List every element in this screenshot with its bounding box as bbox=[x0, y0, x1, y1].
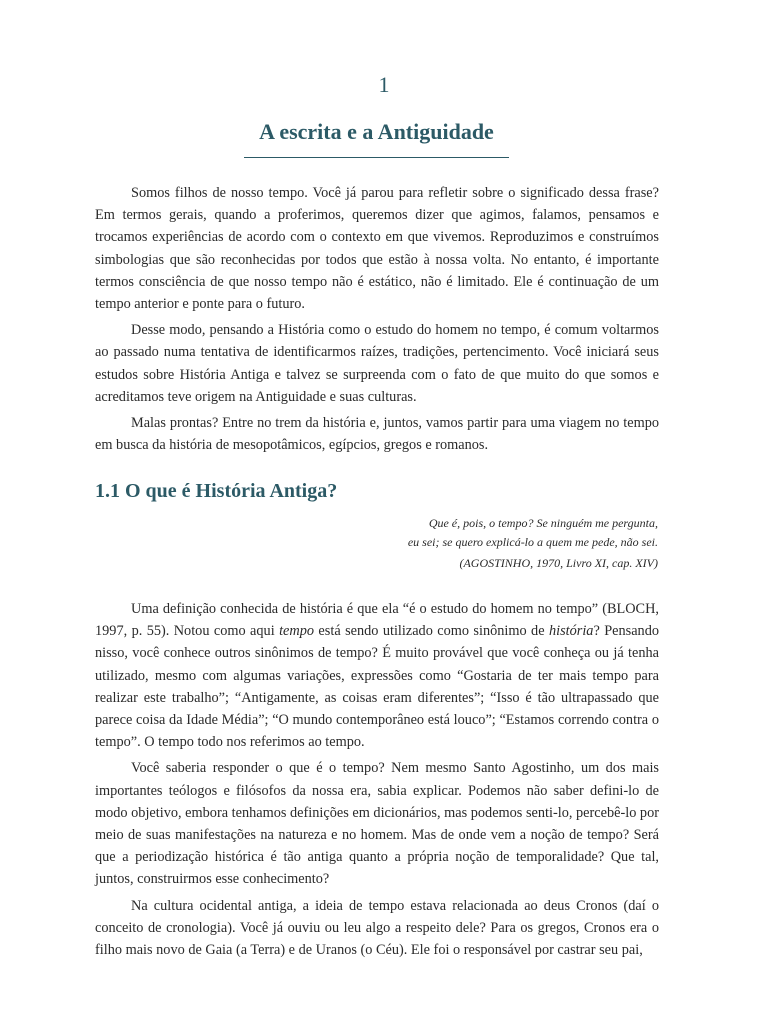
intro-paragraph-3: Malas prontas? Entre no trem da história e, juntos, vamos partir para uma viagem no tempo em busca da história de mesopotâmicos, egípcios, gregos e romanos. bbox=[95, 415, 659, 454]
emphasis-tempo: tempo bbox=[279, 623, 315, 640]
body-paragraph-1-part-b: está sendo utilizado como sinônimo de bbox=[314, 623, 549, 640]
epigraph bbox=[238, 514, 658, 573]
emphasis-historia: história bbox=[548, 623, 594, 640]
epigraph-line-1: Que é, pois, o tempo? Se ninguém me pergunta, bbox=[428, 516, 658, 530]
title-divider bbox=[244, 157, 509, 158]
body-text bbox=[95, 598, 659, 965]
section-heading: 1.1 O que é História Antiga? bbox=[95, 480, 338, 502]
body-paragraph-2: Você saberia responder o que é o tempo? Nem mesmo Santo Agostinho, um dos mais importantes teólogos e filósofos da nossa era, sabia explicar. Podemos não saber defini-lo de modo objetivo, embora tenhamos definições em dicionários, mas podemos senti-lo, percebê-lo por meio de suas manifestações na natureza e no homem. Mas de onde vem a noção de tempo? Será que a periodização histórica é tão antiga quanto a própria noção de temporalidade? Que tal, juntos, construirmos esse conhecimento? bbox=[95, 760, 659, 888]
epigraph-line-2: eu sei; se quero explicá-lo a quem me pede, não sei. bbox=[407, 535, 658, 549]
body-paragraph-1 bbox=[95, 598, 659, 753]
body-paragraph-1-part-a: Uma definição conhecida de história é que ela “é o estudo do homem no tempo” (BLOCH, 1997, p. 55). Notou como aqui bbox=[95, 601, 659, 640]
chapter-number: 1 bbox=[378, 72, 390, 97]
chapter-title: A escrita e a Antiguidade bbox=[259, 119, 494, 144]
epigraph-citation: (AGOSTINHO, 1970, Livro XI, cap. XIV) bbox=[459, 556, 658, 570]
intro-paragraph-2: Desse modo, pensando a História como o estudo do homem no tempo, é comum voltarmos ao passado numa tentativa de identificarmos raízes, tradições, pertencimento. Você iniciará seus estudos sobre História Antiga e talvez se surpreenda com o fato de que muito do que somos e acreditamos teve origem na Antiguidade e suas culturas. bbox=[95, 322, 659, 405]
body-paragraph-3: Na cultura ocidental antiga, a ideia de tempo estava relacionada ao deus Cronos (daí o conceito de cronologia). Você já ouviu ou leu algo a respeito dele? Para os gregos, Cronos era o filho mais novo de Gaia (a Terra) e de Uranos (o Céu). Ele foi o responsável por castrar seu pai, bbox=[95, 897, 659, 959]
intro-paragraph-1: Somos filhos de nosso tempo. Você já parou para refletir sobre o significado dessa frase? Em termos gerais, quando a proferimos, queremos dizer que agimos, falamos, pensamos e trocamos experiências de acordo com o contexto em que vivemos. Reproduzimos e construímos simbologias que são reconhecidas por todos que estão à nossa volta. No entanto, é importante termos consciência de que nosso tempo não é estático, não é limitado. Ele é continuação de um tempo anterior e ponte para o futuro. bbox=[95, 185, 659, 313]
body-paragraph-1-part-c: ? Pensando nisso, você conhece outros sinônimos de tempo? É muito provável que você conheça ou já tenha utilizado, mesmo com algumas variações, expressões como “Gostaria de ter mais tempo para realizar este trabalho”; “Antigamente, as coisas eram diferentes”; “Isso é tão ultrapassado que parece coisa da Idade Média”; “O mundo contemporâneo está louco”; “Estamos correndo contra o tempo”. O tempo todo nos referimos ao tempo. bbox=[95, 623, 660, 751]
intro-text bbox=[95, 182, 659, 460]
